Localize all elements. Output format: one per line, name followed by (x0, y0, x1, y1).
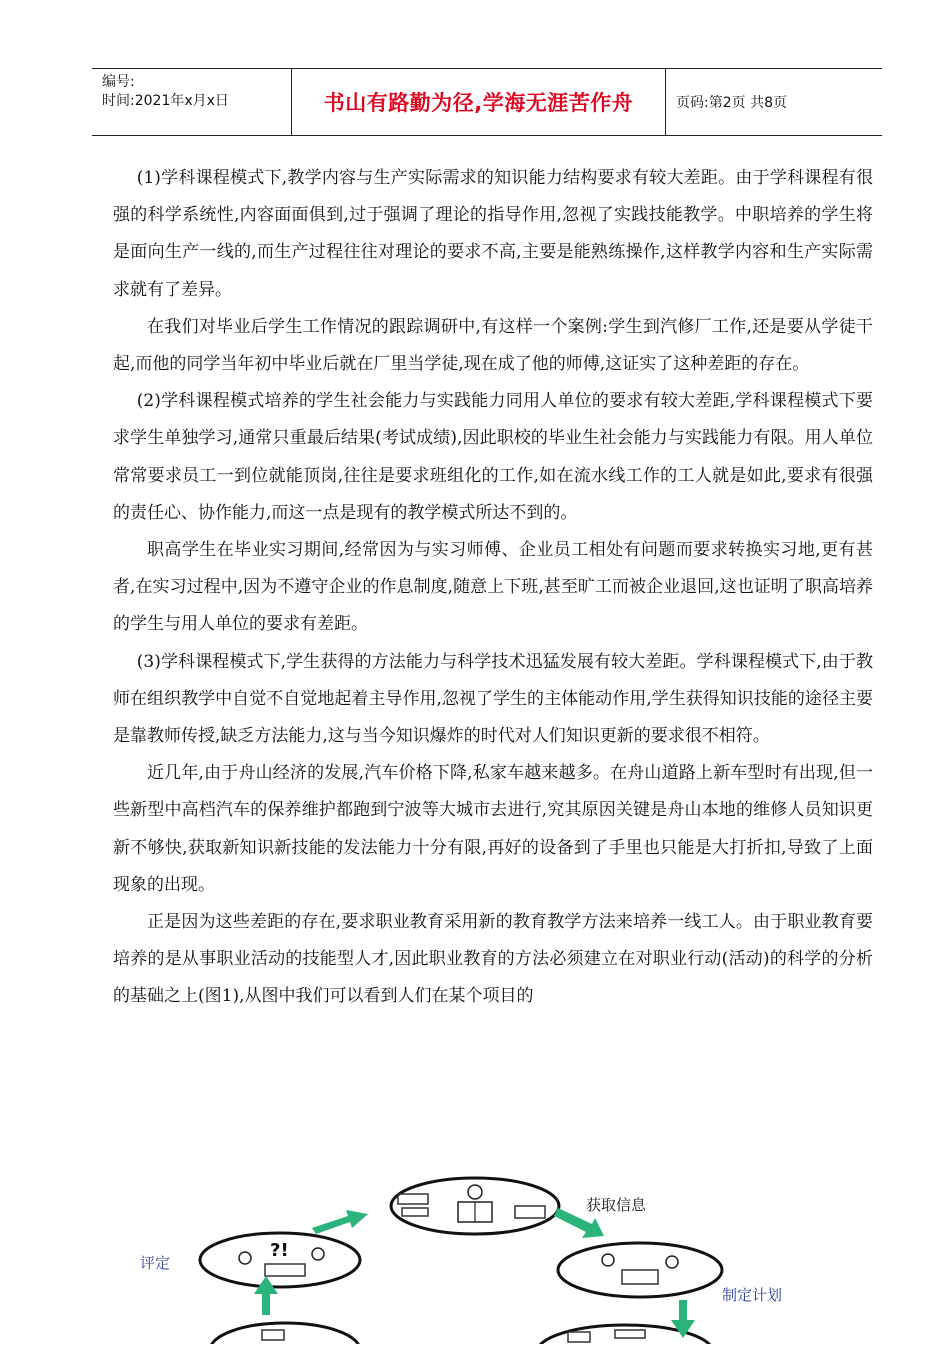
page-header (92, 68, 882, 136)
header-motto: 书山有路勤为径,学海无涯苦作舟 (292, 69, 666, 135)
question-exclaim-bubble: ?! (270, 1240, 289, 1261)
time-label: 时间:2021年x月x日 (102, 93, 229, 109)
label-make-plan: 制定计划 (722, 1286, 783, 1304)
paragraph-5: (3)学科课程模式下,学生获得的方法能力与科学技术迅猛发展有较大差距。学科课程模式下,由于教师在组织教学中自觉不自觉地起着主导作用,忽视了学生的主体能动作用,学生获得知识技能的途径主要是靠教师传授,缺乏方法能力,这与当今知识爆炸的时代对人们知识更新的要求很不相符。 (113, 651, 873, 747)
paragraph-3: (2)学科课程模式培养的学生社会能力与实践能力同用人单位的要求有较大差距,学科课程模式下要求学生单独学习,通常只重最后结果(考试成绩),因此职校的毕业生社会能力与实践能力有限。用人单位常常要求员工一到位就能顶岗,往往是要求班组化的工作,如在流水线工作的工人就是如此,要求有很强的责任心、协作能力,而这一点是现有的教学模式所达不到的。 (113, 391, 873, 523)
label-evaluate: 评定 (140, 1254, 171, 1272)
page-number: 页码:第2页 共8页 (676, 95, 787, 111)
paragraph-1: (1)学科课程模式下,教学内容与生产实际需求的知识能力结构要求有较大差距。由于学科课程有很强的科学系统性,内容面面俱到,过于强调了理论的指导作用,忽视了实践技能教学。中职培养的学生将是面向生产一线的,而生产过程往往对理论的要求不高,主要是能熟练操作,这样教学内容和生产实际需求就有了差异。 (113, 168, 873, 300)
evaluate-ellipse (200, 1233, 360, 1287)
info-ellipse (391, 1178, 559, 1234)
label-get-info: 获取信息 (586, 1196, 647, 1214)
arrow-evaluate-to-info (312, 1210, 368, 1234)
paragraph-2: 在我们对毕业后学生工作情况的跟踪调研中,有这样一个案例:学生到汽修厂工作,还是要从学徒干起,而他的同学当年初中毕业后就在厂里当学徒,现在成了他的师傅,这证实了这种差距的存在。 (113, 316, 873, 375)
paragraph-7: 正是因为这些差距的存在,要求职业教育采用新的教育教学方法来培养一线工人。由于职业教育要培养的是从事职业活动的技能型人才,因此职业教育的方法必须建立在对职业行动(活动)的科学的分析的基础之上(图1),从图中我们可以看到人们在某个项目的 (113, 912, 873, 1007)
paragraph-4: 职高学生在毕业实习期间,经常因为与实习师傅、企业员工相处有问题而要求转换实习地,更有甚者,在实习过程中,因为不遵守企业的作息制度,随意上下班,甚至旷工而被企业退回,这也证明了职高培养的学生与用人单位的要求有差距。 (113, 540, 873, 635)
implement-ellipse (210, 1323, 360, 1344)
document-body (113, 160, 873, 1016)
figure-1-action-cycle (0, 1170, 950, 1344)
plan-ellipse (558, 1243, 722, 1297)
paragraph-6: 近几年,由于舟山经济的发展,汽车价格下降,私家车越来越多。在舟山道路上新车型时有出现,但一些新型中高档汽车的保养维护都跑到宁波等大城市去进行,究其原因关键是舟山本地的维修人员知识更新不够快,获取新知识新技能的发法能力十分有限,再好的设备到了手里也只能是大打折扣,导致了上面现象的出现。 (113, 763, 873, 895)
header-meta (92, 69, 292, 135)
number-label: 编号: (102, 74, 135, 90)
